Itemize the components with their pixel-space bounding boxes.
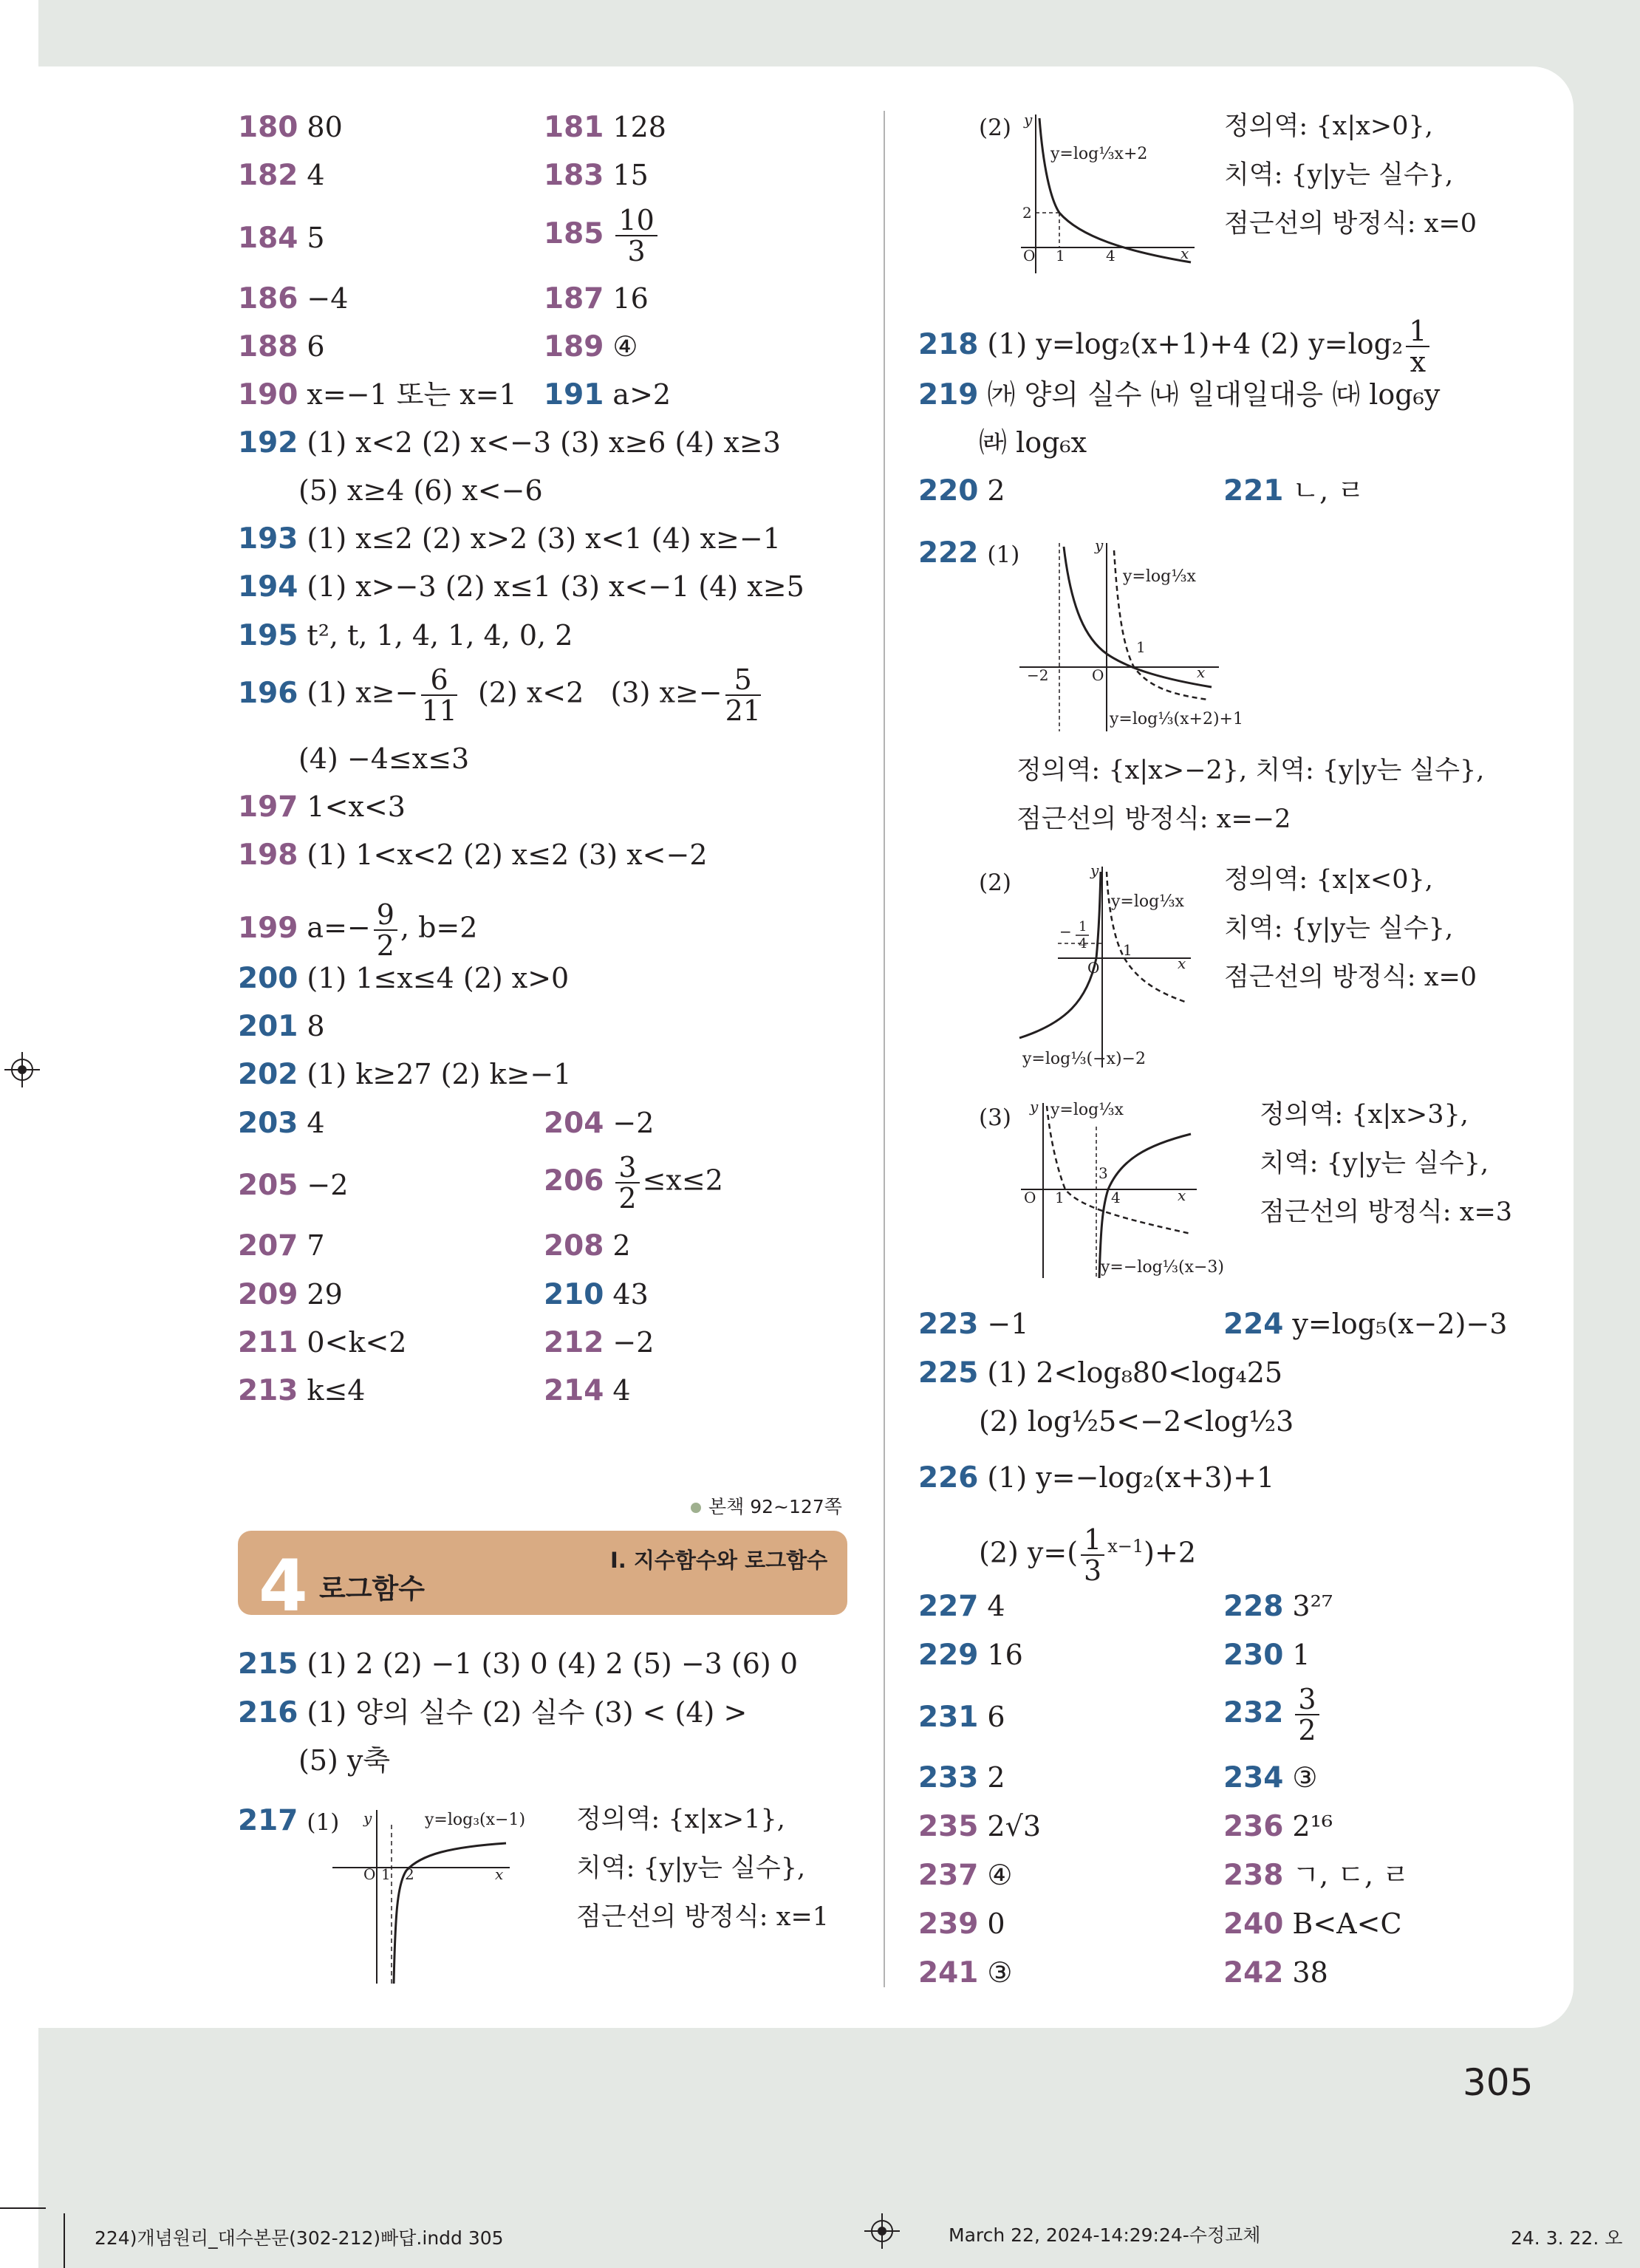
answer-text: y=log₅(x−2)−3 (1292, 1308, 1508, 1340)
answer-189 (544, 329, 638, 365)
answer-205 (238, 1167, 348, 1203)
origin-label: O (1023, 247, 1036, 264)
answer-number: 227 (918, 1590, 979, 1623)
tick-label-quarter-den: 4 (1079, 936, 1087, 952)
answer-text: 1<x<3 (307, 790, 406, 823)
answer-text: x=−1 또는 x=1 (307, 378, 517, 411)
answer-text: 0<k<2 (307, 1326, 407, 1359)
answer-181 (544, 109, 666, 146)
graph-217-2 (1014, 107, 1202, 277)
page-number: 305 (1463, 2061, 1534, 2104)
answer-219-line2: ㈑ log₆x (979, 426, 1087, 459)
answer-text: (1) k≥27 (2) k≥−1 (307, 1058, 572, 1090)
answer-212 (544, 1325, 654, 1361)
answer-number: 205 (238, 1169, 298, 1202)
y-axis-label: y (1090, 861, 1099, 879)
graph-217-1 (325, 1803, 561, 1987)
answer-text: 16 (612, 282, 649, 315)
answer-211 (238, 1325, 406, 1361)
curve-label: y=log⅓x (1111, 892, 1184, 911)
answer-text: −2 (307, 1169, 349, 1201)
answer-number: 234 (1223, 1761, 1284, 1794)
curve-label: y=log⅓x (1123, 567, 1196, 586)
answer-text: 2¹⁶ (1292, 1810, 1333, 1842)
answer-191 (544, 377, 671, 413)
answer-number: 216 (238, 1696, 298, 1729)
answer-text: −4 (307, 282, 349, 315)
answer-text: 5 (307, 222, 325, 254)
fraction: $\frac{6}{11}$ (421, 663, 457, 727)
answer-237 (918, 1857, 1013, 1893)
footer-timestamp: March 22, 2024-14:29:24-수정교체 (949, 2224, 1261, 2246)
answer-text: ④ (987, 1859, 1013, 1891)
answer-222-1-asymptote: 점근선의 방정식: x=−2 (1017, 805, 1291, 834)
answer-text: (1) x≤2 (2) x>2 (3) x<1 (4) x≥−1 (307, 522, 781, 555)
answer-text: (1) x<2 (2) x<−3 (3) x≥6 (4) x≥3 (307, 426, 781, 459)
answer-184 (238, 220, 325, 256)
answer-192 (238, 425, 781, 461)
answer-200 (238, 960, 569, 997)
answer-text: 2 (987, 474, 1005, 507)
answer-number: 232 (1223, 1695, 1284, 1729)
textbook-reference: 본책 92~127쪽 (691, 1492, 842, 1519)
origin-label: O (363, 1865, 376, 1883)
answer-215 (238, 1646, 798, 1682)
answer-number: 189 (544, 330, 604, 363)
answer-239 (918, 1906, 1005, 1942)
answer-text: 16 (987, 1639, 1023, 1671)
registration-mark-icon (864, 2213, 900, 2249)
answer-number: 210 (544, 1278, 604, 1311)
answer-240 (1223, 1906, 1402, 1942)
answer-text: a>2 (612, 378, 672, 411)
tick-label: 1 (1136, 638, 1146, 656)
curve-label: y=log₃(x−1) (425, 1811, 526, 1829)
answer-209 (238, 1277, 343, 1313)
answer-number: 190 (238, 378, 298, 411)
answer-number: 240 (1223, 1907, 1284, 1941)
answer-number: 214 (544, 1374, 604, 1407)
answer-number: 233 (918, 1761, 979, 1794)
answer-185 (544, 205, 660, 266)
answer-number: 241 (918, 1956, 979, 1989)
answer-222-1-domain: 정의역: {x|x>−2}, 치역: {y|y는 실수}, (1017, 756, 1485, 785)
answer-text: −1 (987, 1308, 1029, 1340)
chapter-number: 4 (259, 1545, 308, 1627)
answer-text: 4 (307, 1107, 325, 1139)
answer-number: 228 (1223, 1590, 1284, 1623)
answer-text: (1) 2<log₈80<log₄25 (987, 1356, 1283, 1389)
answer-text: 128 (612, 111, 666, 143)
x-axis-label: x (1197, 663, 1206, 681)
answer-223 (918, 1306, 1028, 1342)
answer-208 (544, 1228, 631, 1264)
curve-label: y=−log⅓(x−3) (1101, 1258, 1224, 1277)
answer-text: 43 (612, 1278, 649, 1311)
answer-196-line2: (4) −4≤x≤3 (298, 742, 470, 775)
answer-203 (238, 1105, 325, 1141)
answer-number: 218 (918, 327, 979, 361)
answer-text: ③ (987, 1956, 1013, 1989)
answer-number: 219 (918, 378, 979, 411)
answer-198 (238, 837, 708, 873)
answer-number: 237 (918, 1859, 979, 1892)
curve-label: y=log⅓(x+2)+1 (1110, 710, 1243, 728)
tick-label: 1 (1056, 247, 1065, 264)
answer-number: 209 (238, 1278, 298, 1311)
log-curve (394, 1843, 506, 1984)
answer-222-3-domain: 정의역: {x|x>3}, (1260, 1100, 1469, 1130)
answer-186 (238, 281, 348, 317)
answer-201 (238, 1008, 325, 1045)
answer-text: B<A<C (1292, 1907, 1402, 1940)
fraction: $\frac{3}{2}$ (615, 1152, 639, 1213)
tick-label: 1 (381, 1865, 391, 1883)
graph-222-1 (1012, 536, 1263, 735)
answer-text: ㈎ 양의 실수 ㈏ 일대일대응 ㈐ log₆y (987, 378, 1441, 411)
tick-label: 4 (1106, 247, 1115, 264)
answer-number: 201 (238, 1010, 298, 1043)
answer-text: 6 (987, 1701, 1005, 1733)
x-axis-label: x (495, 1865, 504, 1883)
answer-number: 204 (544, 1107, 604, 1140)
answer-text: k≤4 (307, 1374, 366, 1407)
answer-number: 217 (238, 1804, 298, 1837)
answer-text: ④ (612, 330, 638, 363)
answer-229 (918, 1637, 1023, 1673)
answer-number: 215 (238, 1647, 298, 1681)
answer-217-2-asymptote: 점근선의 방정식: x=0 (1224, 209, 1477, 239)
answer-216 (238, 1695, 747, 1731)
origin-label: O (1024, 1189, 1036, 1206)
chapter-title: 로그함수 (319, 1573, 425, 1605)
answer-195 (238, 618, 573, 654)
answer-224 (1223, 1306, 1507, 1342)
answer-number: 211 (238, 1326, 298, 1359)
y-axis-label: y (363, 1809, 372, 1827)
answer-217-domain: 정의역: {x|x>1}, (576, 1805, 785, 1834)
answer-text: 7 (307, 1229, 325, 1262)
answer-text: 6 (307, 330, 325, 363)
answer-text: −2 (612, 1107, 655, 1139)
answer-text: 4 (612, 1374, 631, 1407)
answer-225-line2: (2) log½5<−2<log½3 (979, 1405, 1294, 1438)
answer-241 (918, 1955, 1013, 1991)
answer-number: 225 (918, 1356, 979, 1390)
answer-242 (1223, 1955, 1328, 1991)
log-curve (1039, 118, 1191, 262)
answer-235 (918, 1808, 1041, 1845)
answer-text: (1) 양의 실수 (2) 실수 (3) < (4) > (307, 1696, 748, 1729)
answer-number: 221 (1223, 474, 1284, 508)
answer-text: 4 (307, 159, 325, 191)
answer-text: 8 (307, 1010, 325, 1042)
tick-label: 1 (1123, 941, 1132, 959)
answer-number: 188 (238, 330, 298, 363)
y-axis-label: y (1024, 111, 1033, 129)
answer-number: 236 (1223, 1810, 1284, 1843)
fraction: $\frac{1}{x}$ (1406, 316, 1429, 377)
graph-222-2 (1014, 861, 1235, 1071)
answer-number: 203 (238, 1107, 298, 1140)
x-axis-label: x (1178, 954, 1186, 972)
fraction: $\frac{3}{2}$ (1295, 1684, 1319, 1745)
answer-234 (1223, 1760, 1318, 1796)
y-axis-label: y (1030, 1098, 1039, 1116)
answer-text: ③ (1292, 1761, 1318, 1794)
registration-mark-icon (4, 1052, 40, 1087)
answer-number: 195 (238, 619, 298, 652)
answer-213 (238, 1373, 365, 1409)
answer-number: 181 (544, 111, 604, 144)
answer-text: t², t, 1, 4, 1, 4, 0, 2 (307, 619, 573, 652)
answer-number: 193 (238, 522, 298, 556)
answer-230 (1223, 1637, 1311, 1673)
bullet-icon (691, 1503, 701, 1513)
log-curve (1019, 872, 1101, 1038)
answer-text: 2√3 (987, 1810, 1041, 1842)
answer-227 (918, 1588, 1005, 1625)
origin-label: O (1092, 666, 1104, 684)
answer-number: 202 (238, 1058, 298, 1091)
answer-number: 191 (544, 378, 604, 411)
answer-236 (1223, 1808, 1333, 1845)
answer-222: 222 (1) (918, 536, 1020, 570)
answer-180 (238, 109, 343, 146)
answer-number: 212 (544, 1326, 604, 1359)
answer-number: 207 (238, 1229, 298, 1263)
answer-226 (918, 1460, 1274, 1496)
answer-number: 239 (918, 1907, 979, 1941)
footer-filename: 224)개념원리_대수본문(302-212)빠답.indd 305 (95, 2227, 504, 2249)
answer-number: 187 (544, 282, 604, 315)
answer-number: 180 (238, 111, 298, 144)
answer-188 (238, 329, 325, 365)
answer-number: 222 (918, 536, 979, 570)
answer-228 (1223, 1588, 1333, 1625)
answer-text: 3²⁷ (1292, 1590, 1333, 1622)
answer-233 (918, 1760, 1005, 1796)
answer-text: 4 (987, 1590, 1005, 1622)
answer-text: 15 (612, 159, 649, 191)
answer-number: 213 (238, 1374, 298, 1407)
answer-222-3: (3) (979, 1104, 1011, 1131)
answer-number: 206 (544, 1164, 604, 1198)
answer-number: 226 (918, 1461, 979, 1495)
y-axis-label: y (1095, 536, 1104, 554)
answer-text: (1) x>−3 (2) x≤1 (3) x<−1 (4) x≥5 (307, 570, 804, 603)
curve-label: y=log⅓x (1050, 1101, 1124, 1119)
column-divider (884, 111, 885, 1987)
crop-mark (64, 2213, 65, 2268)
answer-231 (918, 1699, 1005, 1735)
answer-219 (918, 377, 1440, 413)
answer-182 (238, 157, 325, 194)
answer-222-2: (2) (979, 870, 1011, 896)
answer-number: 194 (238, 570, 298, 604)
answer-220 (918, 473, 1005, 509)
answer-number: 229 (918, 1639, 979, 1672)
answer-222-2-domain: 정의역: {x|x<0}, (1224, 865, 1433, 895)
tick-label-neg-quarter: − (1059, 923, 1072, 940)
answer-232 (1223, 1684, 1322, 1745)
answer-193 (238, 521, 781, 557)
answer-number: 182 (238, 159, 298, 192)
answer-text: 1 (1292, 1639, 1311, 1671)
answer-207 (238, 1228, 325, 1264)
answer-192-line2: (5) x≥4 (6) x<−6 (298, 474, 543, 507)
crop-mark (0, 2207, 46, 2209)
answer-text: (1) y=−log₂(x+3)+1 (987, 1461, 1275, 1494)
answer-number: 238 (1223, 1859, 1284, 1892)
fraction: $\frac{10}{3}$ (615, 205, 657, 266)
answer-text: 2 (612, 1229, 631, 1262)
answer-204 (544, 1105, 654, 1141)
answer-text: 29 (307, 1278, 343, 1311)
graph-222-3 (1014, 1097, 1257, 1282)
answer-text: ㄴ, ㄹ (1292, 474, 1364, 507)
answer-226-line2: (2) y=( $\frac{1}{3}$ $^{x-1}$)+2 (979, 1523, 1196, 1587)
answer-number: 223 (918, 1308, 979, 1341)
answer-199: 199 a=− $\frac{9}{2}$ , b=2 (238, 898, 478, 962)
answer-number: 183 (544, 159, 604, 192)
answer-222-3-asymptote: 점근선의 방정식: x=3 (1260, 1198, 1513, 1227)
answer-number: 230 (1223, 1639, 1284, 1672)
fraction: $\frac{5}{21}$ (725, 663, 761, 727)
answer-194 (238, 569, 804, 605)
answer-number: 198 (238, 838, 298, 872)
answer-number: 224 (1223, 1308, 1284, 1341)
answer-number: 197 (238, 790, 298, 824)
answer-text: 38 (1292, 1956, 1328, 1989)
answer-number: 231 (918, 1701, 979, 1734)
fraction: $\frac{1}{3}$ (1081, 1525, 1104, 1585)
answer-text: 2 (987, 1761, 1005, 1794)
tick-label: 2 (1022, 204, 1032, 222)
fraction: $\frac{9}{2}$ (374, 900, 397, 960)
answer-190 (238, 377, 517, 413)
answer-216-line2: (5) y축 (298, 1744, 391, 1777)
answer-number: 184 (238, 222, 298, 255)
answer-222-3-range: 치역: {y|y는 실수}, (1260, 1149, 1489, 1178)
answer-218: 218 (1) y=log₂(x+1)+4 (2) y=log₂ $\frac{1}{x}$ (918, 316, 1432, 377)
answer-210 (544, 1277, 649, 1313)
answer-text: (1) 1<x<2 (2) x≤2 (3) x<−2 (307, 838, 708, 871)
answer-217-asymptote: 점근선의 방정식: x=1 (576, 1902, 830, 1932)
answer-214 (544, 1373, 631, 1409)
answer-number: 242 (1223, 1956, 1284, 1989)
answer-197 (238, 789, 406, 825)
tick-label: 2 (405, 1865, 414, 1883)
answer-217-range: 치역: {y|y는 실수}, (576, 1854, 806, 1883)
answer-number: 200 (238, 962, 298, 995)
base-log-curve (1107, 872, 1187, 1003)
answer-text: ㄱ, ㄷ, ㄹ (1292, 1859, 1410, 1891)
answer-number: 192 (238, 426, 298, 460)
answer-196: 196 (1) x≥− $\frac{6}{11}$ (2) x<2 (3) x≥− $\frac{5}{21}$ (238, 663, 761, 727)
answer-text: 0 (987, 1907, 1005, 1940)
tick-label-quarter-num: 1 (1079, 919, 1087, 935)
answer-number: 185 (544, 216, 604, 250)
answer-number: 199 (238, 911, 298, 945)
answer-text: 80 (307, 111, 343, 143)
answer-238 (1223, 1857, 1410, 1893)
answer-text: (1) 1≤x≤4 (2) x>0 (307, 962, 570, 994)
answer-187 (544, 281, 649, 317)
footer-date: 24. 3. 22. 오 (1511, 2227, 1623, 2249)
tick-label: 4 (1111, 1189, 1121, 1206)
answer-217-2-range: 치역: {y|y는 실수}, (1224, 160, 1454, 190)
answer-217-2-domain: 정의역: {x|x>0}, (1224, 112, 1433, 141)
answer-206: 206 $\frac{3}{2}$ ≤x≤2 (544, 1151, 723, 1215)
origin-label: O (1087, 959, 1100, 977)
answer-number: 196 (238, 676, 298, 710)
answer-text: −2 (612, 1326, 655, 1359)
curve-label: y=log⅓(−x)−2 (1022, 1050, 1146, 1068)
curve-label: y=log⅓x+2 (1050, 145, 1148, 163)
answer-number: 220 (918, 474, 979, 508)
answer-number: 235 (918, 1810, 979, 1843)
answer-221 (1223, 473, 1364, 509)
answer-183 (544, 157, 649, 194)
answer-text: (1) 2 (2) −1 (3) 0 (4) 2 (5) −3 (6) 0 (307, 1647, 798, 1680)
answer-225 (918, 1355, 1282, 1391)
x-axis-label: x (1178, 1186, 1186, 1204)
answer-217-2: (2) (979, 115, 1011, 141)
answer-number: 186 (238, 282, 298, 315)
tick-label: −2 (1027, 666, 1049, 684)
x-axis-label: x (1181, 245, 1189, 262)
tick-label: 3 (1099, 1164, 1108, 1182)
answer-222-2-asymptote: 점근선의 방정식: x=0 (1224, 963, 1477, 992)
chapter-unit: I. 지수함수와 로그함수 (610, 1548, 828, 1573)
tick-label: 1 (1055, 1189, 1065, 1206)
answer-217: 217 (1) (238, 1804, 340, 1837)
answer-222-2-range: 치역: {y|y는 실수}, (1224, 914, 1454, 943)
answer-number: 208 (544, 1229, 604, 1263)
answer-202 (238, 1056, 571, 1093)
